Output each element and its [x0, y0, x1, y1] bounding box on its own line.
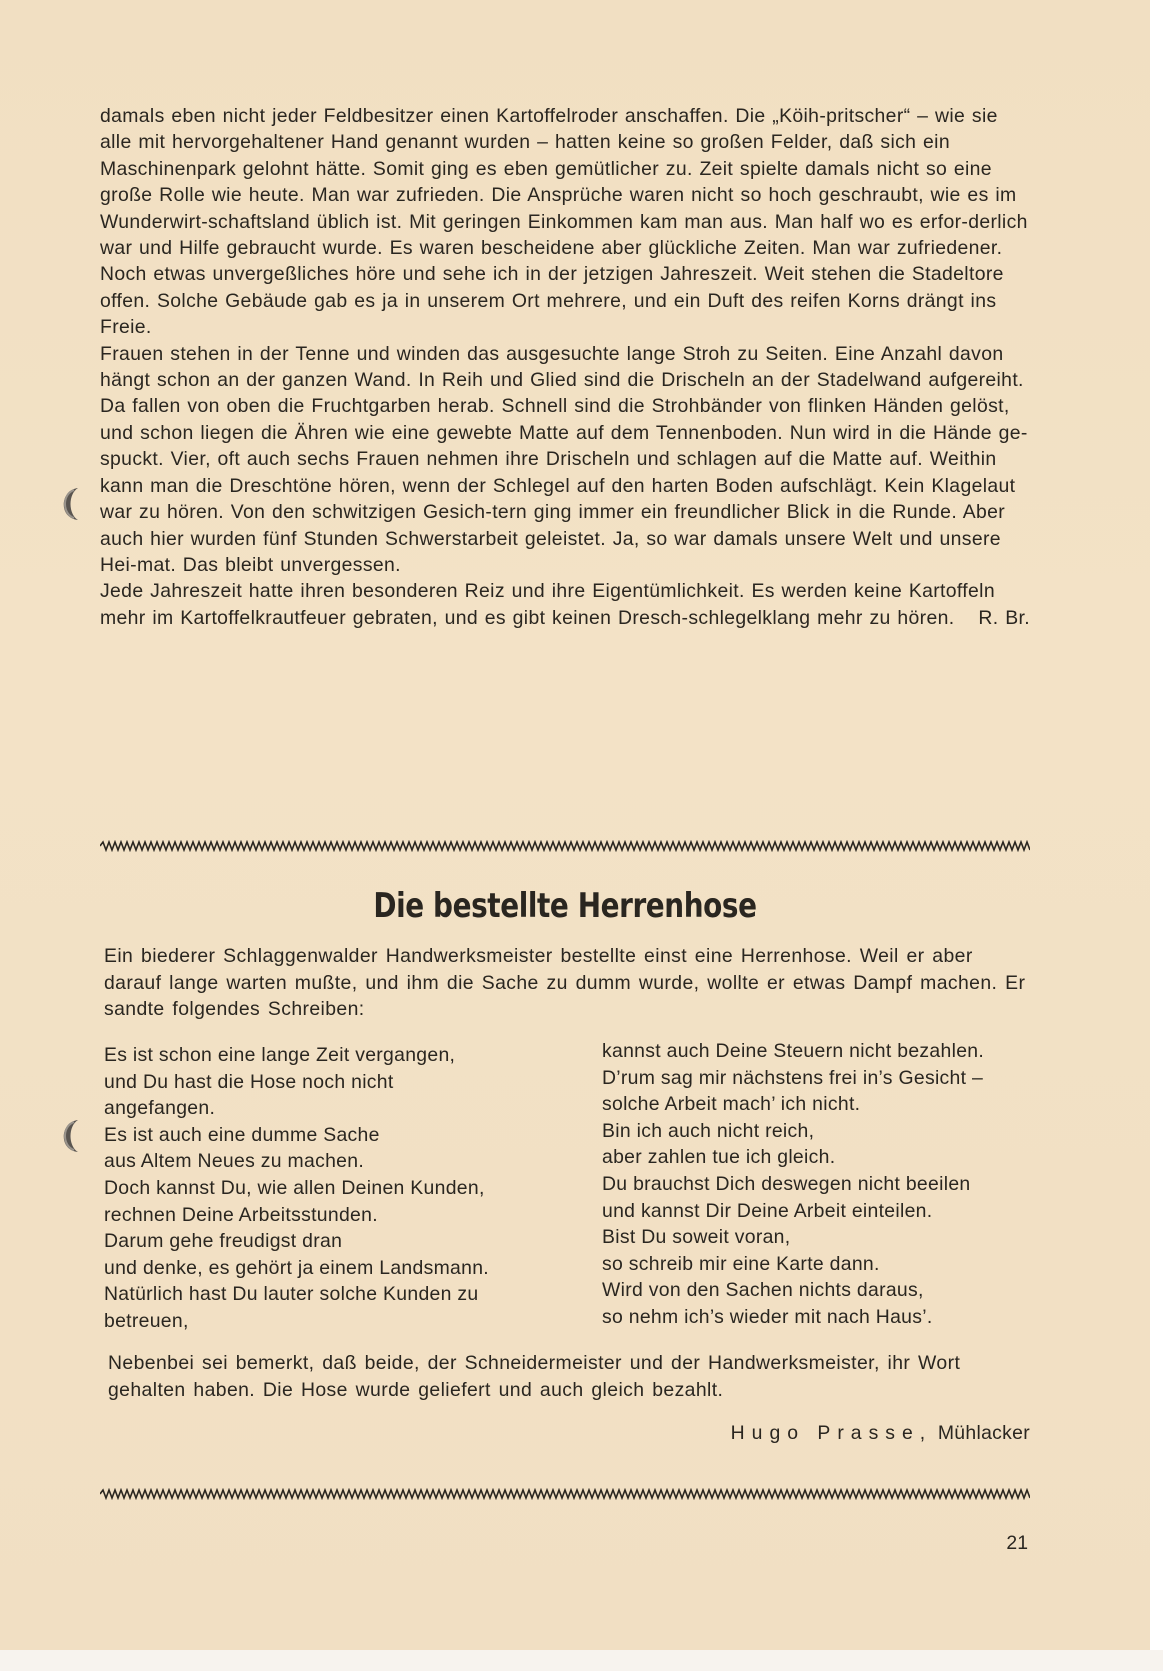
poem-left-column [104, 1042, 584, 1335]
author-place: Mühlacker [937, 1422, 1030, 1444]
poem-line: so nehm ich’s wieder mit nach Haus’. [602, 1305, 933, 1328]
poem-line: Wird von den Sachen nichts daraus, [602, 1279, 924, 1302]
poem-line: und denke, es gehört ja einem Landsmann. [104, 1256, 489, 1279]
poem-line: aus Altem Neues zu machen. [104, 1150, 365, 1173]
poem-line: Du brauchst Dich deswegen nicht beeilen [602, 1172, 971, 1195]
poem-line: D’rum sag mir nächstens frei in’s Gesicht – [602, 1066, 984, 1089]
paragraph: Frauen stehen in der Tenne und winden das ausgesuchte lange Stroh zu Seiten. Eine Anzahl davon hängt schon an der ganzen Wand. In Reih und Glied sind die Drischeln an der Stadelwand aufgereiht. Da fallen von oben die Fruchtgarben herab. Schnell sind die Strohbänder von flinken Händen gelöst, und schon liegen die Ähren wie eine gewebte Matte auf dem Tennenboden. Nun wird in die Hände ge-spuckt. Vier, oft auch sechs Frauen nehmen ihre Drischeln und schlagen auf die Matte auf. Weithin kann man die Dreschtöne hören, wenn der Schlegel auf den harten Boden aufschlägt. Kein Klagelaut war zu hören. Von den schwitzigen Gesich-tern ging immer ein freundlicher Blick in die Runde. Aber auch hier wurden fünf Stunden Schwerstarbeit geleistet. Ja, so war damals unsere Welt und unsere Hei-mat. Das bleibt unvergessen. [100, 342, 1028, 576]
article-outro: Nebenbei sei bemerkt, daß beide, der Schneidermeister und der Handwerksmeister, ihr Wort gehalten haben. Die Hose wurde geliefert und auch gleich bezahlt. [108, 1352, 961, 1401]
punch-hole-icon [52, 1116, 88, 1156]
signature: R. Br. [978, 607, 1030, 630]
poem-line: angefangen. [104, 1097, 216, 1120]
page-edge [1150, 0, 1163, 1671]
poem-line: solche Arbeit mach’ ich nicht. [602, 1093, 861, 1116]
poem-right-column [602, 1038, 1072, 1331]
author-name: Hugo Prasse, [730, 1422, 933, 1444]
article-intro: Ein biederer Schlaggenwalder Handwerksmeister bestellte einst eine Herrenhose. Weil er aber darauf lange warten mußte, und ihm die Sache zu dumm wurde, wollte er etwas Dampf machen. Er sandte folgendes Schreiben: [104, 945, 1026, 1020]
poem-line: so schreib mir eine Karte dann. [602, 1252, 880, 1275]
poem-line: Bin ich auch nicht reich, [602, 1119, 815, 1142]
poem-line: betreuen, [104, 1309, 189, 1332]
punch-hole-icon [52, 484, 88, 524]
article-title: Die bestellte Herrenhose [373, 886, 757, 926]
page-bottom-edge [0, 1650, 1163, 1671]
poem-line: Darum gehe freudigst dran [104, 1230, 343, 1253]
poem-line: und Du hast die Hose noch nicht [104, 1070, 394, 1093]
poem-line: aber zahlen tue ich gleich. [602, 1146, 836, 1169]
poem-line: kannst auch Deine Steuern nicht bezahlen. [602, 1040, 985, 1062]
poem-line: rechnen Deine Arbeitsstunden. [104, 1203, 378, 1226]
page-number: 21 [1006, 1532, 1028, 1554]
paragraph: Noch etwas unvergeßliches höre und sehe ich in der jetzigen Jahreszeit. Weit stehen die Stadeltore offen. Solche Gebäude gab es ja in unserem Ort mehrere, und ein Duft des reifen Korns drängt ins Freie. [100, 263, 1004, 339]
poem-line: und kannst Dir Deine Arbeit einteilen. [602, 1199, 933, 1222]
paragraph: damals eben nicht jeder Feldbesitzer einen Kartoffelroder anschaffen. Die „Köih-pritscher“ – wie sie alle mit hervorgehaltener Hand genannt wurden – hatten keine so großen Felder, daß sich ein Maschinenpark gelohnt hätte. Somit ging es eben gemütlicher zu. Zeit spielte damals nicht so eine große Rolle wie heute. Man war zufrieden. Die Ansprüche waren nicht so hoch geschraubt, wie es im Wunderwirt-schaftsland üblich ist. Mit geringen Einkommen kam man aus. Man half wo es erfor-derlich war und Hilfe gebraucht wurde. Es waren bescheidene aber glückliche Zeiten. Man war zufriedener. [100, 105, 1028, 260]
poem-line: Natürlich hast Du lauter solche Kunden zu [104, 1283, 479, 1306]
poem-line: Doch kannst Du, wie allen Deinen Kunden, [104, 1176, 485, 1199]
author-line [731, 1422, 1030, 1445]
article-continuation [100, 103, 1030, 632]
wavy-divider [100, 840, 1030, 852]
poem-line: Es ist auch eine dumme Sache [104, 1123, 380, 1146]
paragraph: Jede Jahreszeit hatte ihren besonderen Reiz und ihre Eigentümlichkeit. Es werden keine Kartoffeln mehr im Kartoffelkrautfeuer gebraten, und es gibt keinen Dresch-schlegelklang mehr zu hören. [100, 580, 995, 629]
wavy-divider [100, 1488, 1030, 1500]
poem-line: Bist Du soweit voran, [602, 1226, 791, 1249]
poem-line: Es ist schon eine lange Zeit vergangen, [104, 1044, 456, 1066]
